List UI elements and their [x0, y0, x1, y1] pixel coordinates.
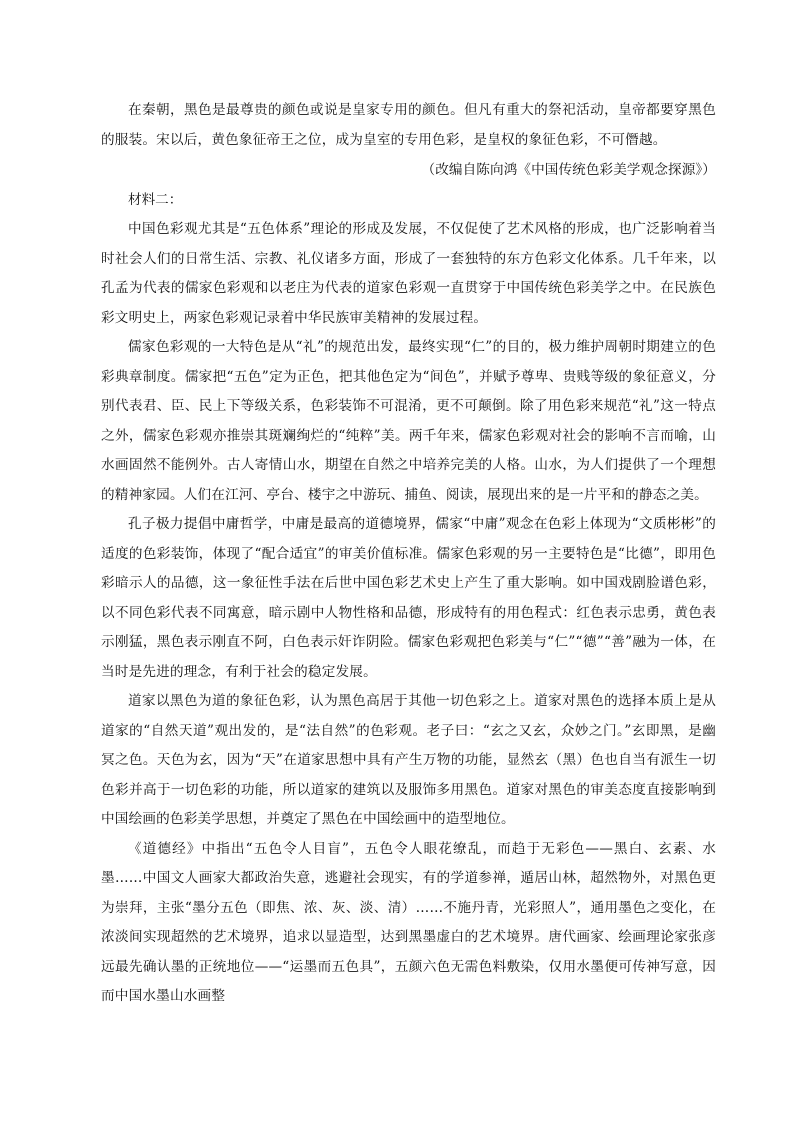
- body-paragraph-3: 孔子极力提倡中庸哲学，中庸是最高的道德境界，儒家“中庸”观念在色彩上体现为“文质彬彬”的适度的色彩装饰，体现了“配合适宜”的审美价值标准。儒家色彩观的另一主要特色是“比德”，即用色彩暗示人的品德，这一象征性手法在后世中国色彩艺术史上产生了重大影响。如中国戏剧脸谱色彩，以不同色彩代表不同寓意，暗示剧中人物性格和品德，形成特有的用色程式：红色表示忠勇，黄色表示刚猛，黑色表示刚直不阿，白色表示奸诈阴险。儒家色彩观把色彩美与“仁”“德”“善”融为一体，在当时是先进的理念，有利于社会的稳定发展。: [101, 516, 716, 680]
- intro-paragraph: 在秦朝，黑色是最尊贵的颜色或说是皇家专用的颜色。但凡有重大的祭祀活动，皇帝都要穿黑色的服装。宋以后，黄色象征帝王之位，成为皇室的专用色彩，是皇权的象征色彩，不可僭越。: [101, 102, 716, 148]
- document-body: [101, 96, 716, 1012]
- material-heading: 材料二：: [128, 192, 183, 208]
- source-citation: （改编自陈向鸿《中国传统色彩美学观念探源》）: [421, 162, 716, 178]
- body-paragraph-5: 《道德经》中指出“五色令人目盲”，五色令人眼花缭乱，而趋于无彩色——黑白、玄素、水墨……中国文人画家大都政治失意，逃避社会现实，有的学道参禅，遁居山林，超然物外，对黑色更为崇拜，主张“墨分五色（即焦、浓、灰、淡、清）……不施丹青，光彩照人”，通用墨色之变化，在浓淡间实现超然的艺术境界，追求以显造型，达到黑墨虚白的艺术境界。唐代画家、绘画理论家张彦远最先确认墨的正统地位——“运墨而五色具”，五颜六色无需色料敷染，仅用水墨便可传神写意，因而中国水墨山水画整: [101, 840, 716, 1004]
- body-paragraph-1: 中国色彩观尤其是“五色体系”理论的形成及发展，不仅促使了艺术风格的形成，也广泛影响着当时社会人们的日常生活、宗教、礼仪诸多方面，形成了一套独特的东方色彩文化体系。几千年来，以孔孟为代表的儒家色彩观和以老庄为代表的道家色彩观一直贯穿于中国传统色彩美学之中。在民族色彩文明史上，两家色彩观记录着中华民族审美精神的发展过程。: [101, 221, 716, 326]
- body-paragraph-4: 道家以黑色为道的象征色彩，认为黑色高居于其他一切色彩之上。道家对黑色的选择本质上是从道家的“自然天道”观出发的，是“法自然”的色彩观。老子曰：“玄之又玄，众妙之门。”玄即黑，是幽冥之色。天色为玄，因为“天”在道家思想中具有产生万物的功能，显然玄（黑）色也自当有派生一切色彩并高于一切色彩的功能，所以道家的建筑以及服饰多用黑色。道家对黑色的审美态度直接影响到中国绘画的色彩美学思想，并奠定了黑色在中国绘画中的造型地位。: [101, 693, 716, 827]
- body-paragraph-2: 儒家色彩观的一大特色是从“礼”的规范出发，最终实现“仁”的目的，极力维护周朝时期建立的色彩典章制度。儒家把“五色”定为正色，把其他色定为“间色”，并赋予尊卑、贵贱等级的象征意义，分别代表君、臣、民上下等级关系，色彩装饰不可混淆，更不可颠倒。除了用色彩来规范“礼”这一特点之外，儒家色彩观亦推崇其斑斓绚烂的“纯粹”美。两千年来，儒家色彩观对社会的影响不言而喻，山水画固然不能例外。古人寄情山水，期望在自然之中培养完美的人格。山水，为人们提供了一个理想的精神家园。人们在江河、亭台、楼宇之中游玩、捕鱼、阅读，展现出来的是一片平和的静态之美。: [101, 339, 716, 503]
